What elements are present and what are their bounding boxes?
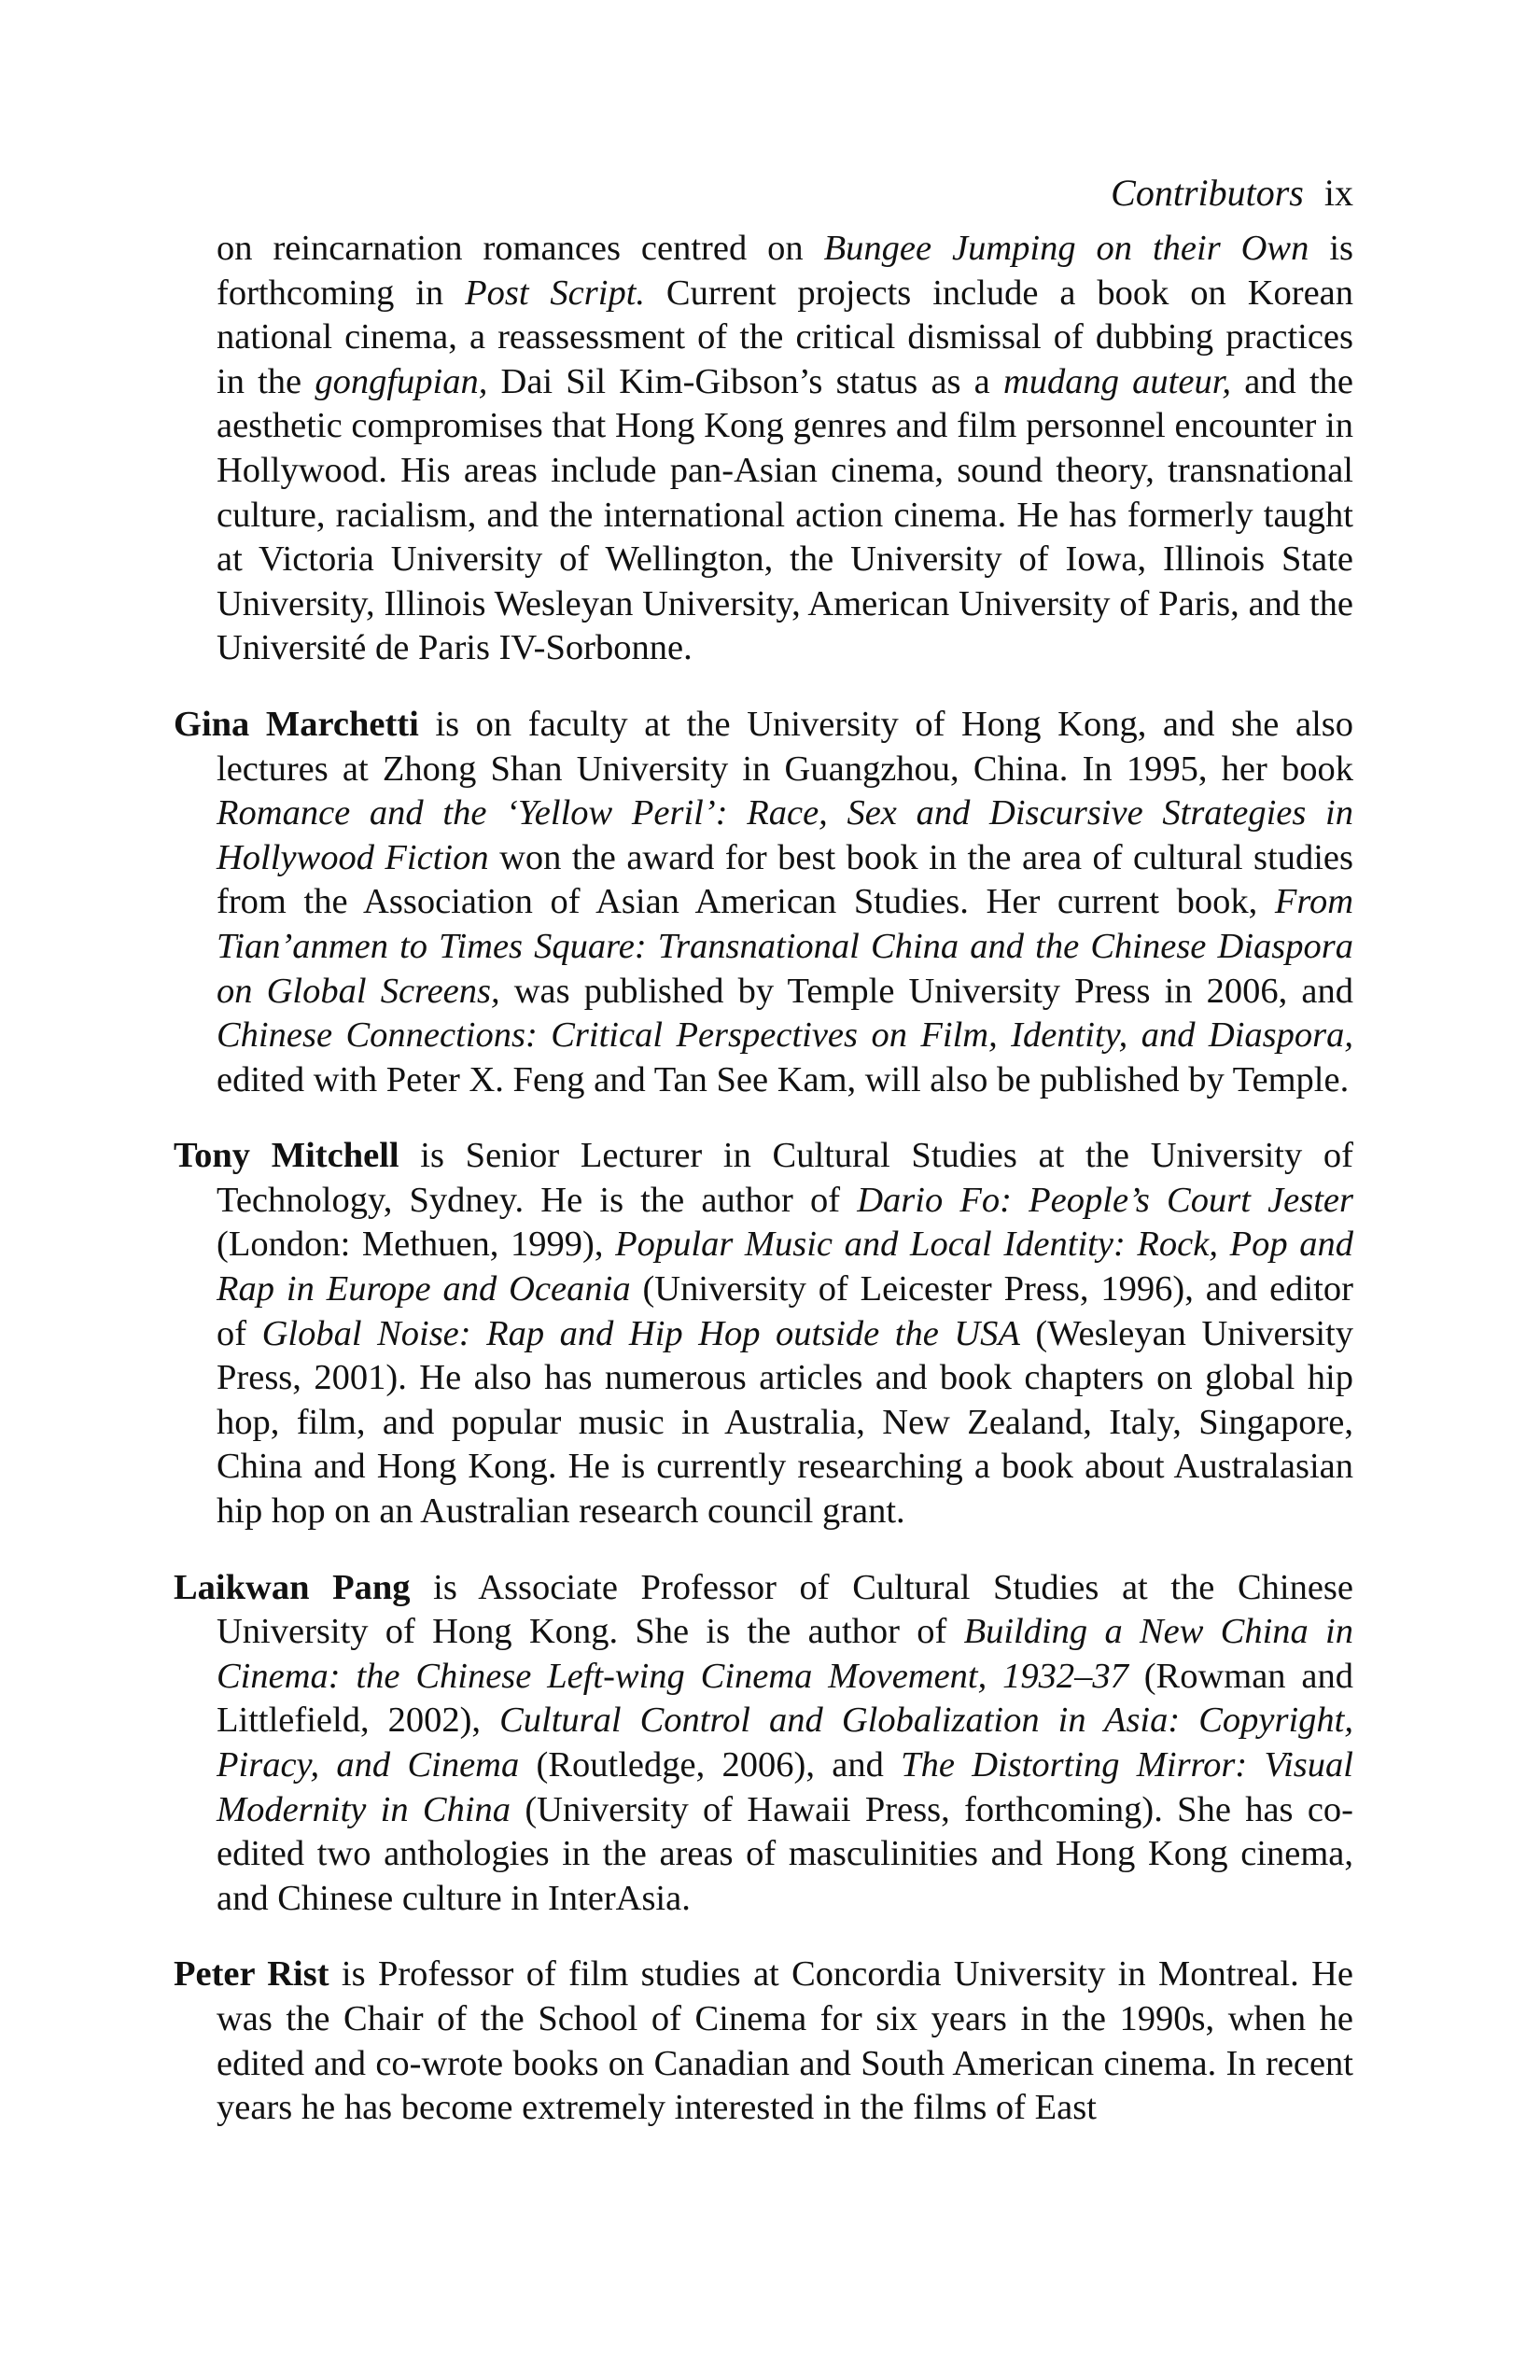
bio-text: is on faculty at the University of Hong Kong, and she also lectures at Zhong Shan University in Guangzhou, China. In 1995, her book [217, 704, 1354, 789]
bio-title: Chinese Connections: Critical Perspectives on Film, Identity, and Diaspora, [217, 1015, 1353, 1056]
bio-title: Post Script. [465, 273, 646, 313]
bio-text: edited with Peter X. Feng and Tan See Kam, will also be published by Temple. [217, 1059, 1350, 1099]
bio-title: Bungee Jumping on their Own [823, 229, 1309, 268]
bio-text: (University of Leicester Press, 1996), and editor of [217, 1269, 1353, 1353]
bio-text: Dai Sil Kim-Gibson’s status as a [487, 361, 1003, 401]
bio-title: Romance and the ‘Yellow Peril’: Race, Sex and Discursive Strategies in Hollywood Fiction [217, 793, 1353, 877]
contributor-entry-gina-marchetti [174, 703, 1353, 1102]
running-head [1111, 171, 1353, 216]
bio-term: mudang auteur, [1002, 361, 1232, 401]
bio-title: Popular Music and Local Identity: Rock, Pop and Rap in Europe and Oceania [217, 1225, 1353, 1309]
bio-text: won the award for best book in the area of cultural studies from the Association of Asian American Studies. Her current book, [217, 837, 1354, 922]
bio-title: Dario Fo: People’s Court Jester [857, 1180, 1354, 1220]
contributor-entry-tony-mitchell [174, 1134, 1353, 1533]
contributors-list [174, 227, 1353, 2163]
contributor-name: Gina Marchetti [174, 704, 419, 744]
bio-text: is Associate Professor of Cultural Studies at the Chinese University of Hong Kong. She is the author of [217, 1567, 1353, 1652]
bio-title: Cultural Control and Globalization in Asia: Copyright, Piracy, and Cinema [217, 1701, 1353, 1785]
contributor-name: Peter Rist [174, 1954, 329, 1995]
contributor-name: Laikwan Pang [174, 1567, 411, 1607]
contributor-entry-laikwan-pang [174, 1566, 1353, 1922]
bio-text: (London: Methuen, 1999), [217, 1225, 616, 1265]
bio-text: on reincarnation romances centred on [217, 229, 824, 268]
contributor-name: Tony Mitchell [174, 1136, 399, 1176]
running-head-title: Contributors [1111, 172, 1304, 214]
bio-text: Current projects include a book on Korean national cinema, a reassessment of the critical dismissal of dubbing practices in the [217, 273, 1353, 401]
bio-title: From Tian’anmen to Times Square: Transnational China and the Chinese Diaspora on Global Screens, [217, 882, 1353, 1011]
bio-text: (University of Hawaii Press, forthcoming). She has co-edited two anthologies in the areas of masculinities and Hong Kong cinema, and Chinese culture in InterAsia. [217, 1789, 1353, 1918]
bio-text: and the aesthetic compromises that Hong Kong genres and film personnel encounter in Hollywood. His areas include pan-Asian cinema, sound theory, transnational culture, racialism, and the international action cinema. He has formerly taught at Victoria University of Wellington, the University of Iowa, Illinois State University, Illinois Wesleyan University, American University of Paris, and the Université de Paris IV-Sorbonne. [217, 361, 1354, 668]
bio-text: (Routledge, 2006), and [519, 1745, 902, 1785]
bio-text: is Senior Lecturer in Cultural Studies at the University of Technology, Sydney. He is the author of [217, 1136, 1353, 1220]
contributor-entry-continued [174, 227, 1353, 671]
bio-text: (Rowman and Littlefield, 2002), [217, 1656, 1353, 1741]
bio-text: was published by Temple University Press in 2006, and [499, 971, 1353, 1011]
bio-title: The Distorting Mirror: Visual Modernity in China [217, 1745, 1353, 1829]
bio-title: Global Noise: Rap and Hip Hop outside the USA [261, 1313, 1020, 1353]
page-number: ix [1323, 172, 1353, 214]
contributor-entry-peter-rist [174, 1953, 1353, 2130]
bio-text: is Professor of film studies at Concordia University in Montreal. He was the Chair of the School of Cinema for six years in the 1990s, when he edited and co-wrote books on Canadian and South American cinema. In recent years he has become extremely interested in the films of East [217, 1954, 1353, 2128]
bio-text: is forthcoming in [217, 229, 1353, 313]
bio-title: Building a New China in Cinema: the Chinese Left-wing Cinema Movement, 1932–37 [217, 1612, 1353, 1696]
bio-term: gongfupian, [315, 361, 488, 401]
bio-text: (Wesleyan University Press, 2001). He also has numerous articles and book chapters on global hip hop, film, and popular music in Australia, New Zealand, Italy, Singapore, China and Hong Kong. He is currently researching a book about Australasian hip hop on an Australian research council grant. [217, 1313, 1353, 1532]
